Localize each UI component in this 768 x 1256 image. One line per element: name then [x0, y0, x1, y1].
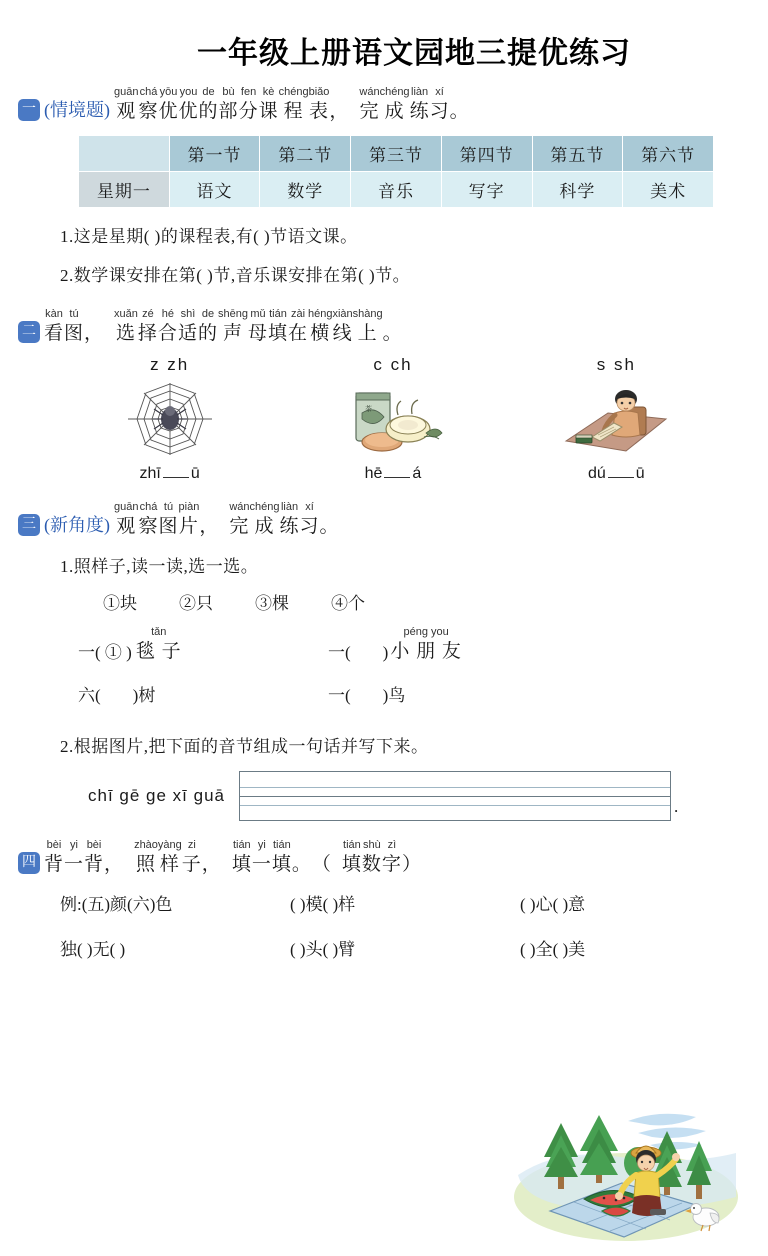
phonics-items [18, 355, 768, 483]
pinyin: wán [229, 501, 250, 513]
pinyin: shì [180, 308, 196, 320]
pinyin: you [179, 86, 198, 98]
child-reading-icon [516, 379, 716, 459]
pinyin: xí [435, 86, 444, 98]
hanzi: 背 [44, 854, 65, 875]
section-four-heading [18, 839, 768, 876]
pinyin: yàng [157, 839, 182, 851]
hanzi: 一 [64, 854, 85, 875]
noun: 毯 子 [135, 641, 182, 662]
pinyin: kàn [45, 308, 63, 320]
answer-suffix: ū [190, 465, 200, 482]
pinyin: shēng [217, 308, 248, 320]
section-one-heading-text [114, 86, 470, 123]
hanzi: 字 [381, 854, 402, 875]
section-three-heading [18, 501, 768, 538]
pinyin: mǔ [250, 308, 266, 320]
spider-web-icon [70, 379, 270, 459]
pinyin: liàn [280, 501, 299, 513]
sentence-period: . [673, 797, 679, 816]
hanzi: 片 [178, 516, 199, 537]
answer-prefix: dú [587, 465, 606, 482]
pinyin: tián [343, 839, 361, 851]
hanzi: 成 [384, 101, 405, 122]
hanzi: 合 [157, 323, 178, 344]
hanzi: 填 [271, 854, 292, 875]
answer-suffix: á [412, 465, 422, 482]
tea-canister-icon [293, 379, 493, 459]
schedule-table [78, 135, 714, 208]
option-item[interactable]: ④个 [331, 594, 365, 613]
hanzi: ， [201, 854, 222, 875]
table-header-row [79, 136, 714, 172]
classifier-options [18, 589, 768, 614]
section-two-heading [18, 308, 768, 345]
section-two [0, 308, 768, 483]
hanzi: 观 [116, 516, 137, 537]
answer-prefix: hē [364, 465, 383, 482]
pinyin: péng you [403, 626, 449, 638]
table-header-cell: 第三节 [351, 136, 442, 172]
idiom-item[interactable]: ( )头( )臂 [290, 940, 356, 959]
section-one [0, 86, 768, 286]
answer-prefix: zhī [139, 465, 161, 482]
initial-choices[interactable]: z zh [150, 355, 190, 374]
pinyin: chá [139, 86, 158, 98]
table-header-cell: 第一节 [169, 136, 260, 172]
table-cell: 美术 [623, 172, 714, 208]
table-cell: 写字 [441, 172, 532, 208]
pinyin: shàng [352, 308, 383, 320]
pinyin: bù [222, 86, 235, 98]
pinyin: zi [187, 839, 196, 851]
option-item[interactable]: ①块 [103, 594, 137, 613]
quantity: 一 [328, 643, 345, 662]
noun: 小 朋 友 [390, 641, 462, 662]
pinyin: de [202, 86, 215, 98]
pinyin: xuǎn [114, 308, 138, 320]
hanzi: 。 [449, 101, 470, 122]
hanzi: 部 [218, 101, 239, 122]
pinyin: chéng [249, 501, 280, 513]
pinyin: guān [114, 86, 139, 98]
hanzi: ， [329, 101, 350, 122]
hanzi: 上 [357, 323, 378, 344]
hanzi: 察 [138, 101, 159, 122]
idiom-item[interactable]: ( )全( )美 [520, 940, 586, 959]
pinyin: yi [70, 839, 78, 851]
phonics-item [70, 355, 270, 483]
hanzi: ） [401, 854, 422, 875]
hanzi: 背 [84, 854, 105, 875]
page-title: 一年级上册语文园地三提优练习 [197, 37, 631, 70]
hanzi: 母 [247, 323, 268, 344]
hanzi: 。 [319, 516, 340, 537]
hanzi: 优 [158, 101, 179, 122]
phonics-item [516, 355, 716, 483]
table-cell: 语文 [169, 172, 260, 208]
question-1-2: 2.数学课安排在第( )节,音乐课安排在第( )节。 [60, 266, 411, 285]
sentence-writing-row [18, 771, 768, 821]
idiom-fill-grid [18, 890, 768, 960]
noun: 鸟 [388, 686, 406, 705]
writing-box[interactable] [239, 771, 671, 821]
hanzi: 子 [181, 854, 202, 875]
hanzi: 填 [341, 854, 362, 875]
hanzi: 一 [251, 854, 272, 875]
quantity: 六 [78, 686, 95, 705]
idiom-item[interactable]: 独( )无( ) [60, 940, 126, 959]
hanzi: 完 [359, 101, 380, 122]
pinyin: zì [387, 839, 397, 851]
hanzi: ， [84, 323, 105, 344]
hanzi: 在 [287, 323, 308, 344]
hanzi: 声 [222, 323, 243, 344]
pinyin: tǎn [151, 626, 167, 638]
phonics-item [293, 355, 493, 483]
initial-choices[interactable]: s sh [596, 355, 636, 374]
pinyin: kè [262, 86, 275, 98]
hanzi: 。 [291, 854, 312, 875]
classifier-item: 六 ( ) 树 [78, 681, 328, 706]
pinyin: tú [69, 308, 79, 320]
section-three [0, 501, 768, 821]
answer-line [516, 465, 716, 483]
hanzi: 完 [229, 516, 250, 537]
pinyin: de [201, 308, 215, 320]
idiom-item[interactable]: ( )心( )意 [520, 895, 586, 914]
pinyin: yi [257, 839, 266, 851]
pinyin: chéng [278, 86, 309, 98]
hanzi: 图 [64, 323, 85, 344]
pinyin: zé [142, 308, 154, 320]
table-header-cell: 第六节 [623, 136, 714, 172]
pinyin: bèi [46, 839, 62, 851]
hanzi: 练 [409, 101, 430, 122]
question-3-2: 2.根据图片,把下面的音节组成一句话并写下来。 [60, 737, 429, 756]
question-1-1: 1.这是星期( )的课程表,有( )节语文课。 [60, 227, 358, 246]
hanzi: 察 [138, 516, 159, 537]
pinyin: zài [290, 308, 306, 320]
hanzi: 填 [231, 854, 252, 875]
hanzi: 课 [258, 101, 279, 122]
pinyin: biǎo [308, 86, 330, 98]
hanzi: 填 [267, 323, 288, 344]
pinyin: héng [308, 308, 333, 320]
section-two-badge: 二 [18, 321, 40, 343]
section-two-heading-text [44, 308, 403, 345]
pinyin: tián [232, 839, 251, 851]
pinyin: chéng [379, 86, 410, 98]
table-header-cell: 第四节 [441, 136, 532, 172]
hanzi: 练 [279, 516, 300, 537]
hanzi: 表 [308, 101, 329, 122]
answer-line [293, 465, 493, 483]
table-header-cell: 第二节 [260, 136, 351, 172]
quantity: 一 [78, 643, 95, 662]
hanzi: 横 [310, 323, 331, 344]
hanzi: 照 [135, 854, 156, 875]
answer-line [70, 465, 270, 483]
table-header-cell: 第五节 [532, 136, 623, 172]
question-3-1: 1.照样子,读一读,选一选。 [60, 557, 259, 576]
pinyin: xí [305, 501, 314, 513]
hanzi: 图 [158, 516, 179, 537]
blank-underline[interactable] [384, 477, 410, 478]
pinyin: zhào [134, 839, 158, 851]
section-three-tag: (新角度) [44, 515, 110, 535]
section-one-badge: 一 [18, 99, 40, 121]
filled-answer[interactable]: ① [104, 643, 122, 662]
classifier-item: 一 ( ① ) tǎn 毯 子 [78, 626, 182, 662]
hanzi: 程 [283, 101, 304, 122]
hanzi: 线 [332, 323, 353, 344]
table-cell: 科学 [532, 172, 623, 208]
hanzi: 习 [429, 101, 450, 122]
idiom-item[interactable]: ( )模( )样 [290, 895, 356, 914]
pinyin: wán [359, 86, 380, 98]
hanzi: ， [199, 516, 220, 537]
pinyin: guān [114, 501, 139, 513]
svg-text:茶: 茶 [364, 405, 372, 413]
table-day-cell: 星期一 [79, 172, 170, 208]
section-four [0, 839, 768, 960]
option-item[interactable]: ③棵 [255, 594, 289, 613]
table-row [79, 172, 714, 208]
pinyin: tú [163, 501, 174, 513]
hanzi: 的 [197, 323, 218, 344]
hanzi: 。 [382, 323, 403, 344]
option-item[interactable]: ②只 [179, 594, 213, 613]
hanzi: 择 [137, 323, 158, 344]
rule-line [240, 805, 670, 806]
classifier-answers [18, 626, 768, 706]
answer-suffix: ū [635, 465, 645, 482]
pinyin: liàn [411, 86, 429, 98]
table-cell: 音乐 [351, 172, 442, 208]
hanzi: 分 [238, 101, 259, 122]
section-four-heading-text [44, 839, 422, 876]
blank-underline[interactable] [163, 477, 189, 478]
section-three-badge: 三 [18, 514, 40, 536]
pinyin: yōu [159, 86, 178, 98]
syllable-prompt: chī gē ge xī guā [88, 786, 225, 805]
hanzi: 看 [44, 323, 65, 344]
schedule-table-wrapper [18, 135, 768, 208]
pinyin: piàn [178, 501, 200, 513]
pinyin: fen [240, 86, 257, 98]
rule-line [240, 796, 670, 797]
hanzi: 的 [198, 101, 219, 122]
hanzi: ， [104, 854, 125, 875]
section-three-heading-text [114, 501, 340, 538]
section-one-heading [18, 86, 768, 123]
pinyin: xiàn [332, 308, 353, 320]
classifier-item: 一 ( ) péng you 小 朋 友 [328, 626, 462, 662]
table-cell: 数学 [260, 172, 351, 208]
rule-line [240, 787, 670, 788]
hanzi: 习 [299, 516, 320, 537]
pinyin: chá [139, 501, 158, 513]
pinyin: tián [269, 308, 287, 320]
pinyin: tián [272, 839, 291, 851]
table-corner-cell [79, 136, 170, 172]
pinyin: bèi [86, 839, 102, 851]
blank-underline[interactable] [608, 477, 634, 478]
initial-choices[interactable]: c ch [373, 355, 413, 374]
idiom-item[interactable]: 例:(五)颜(六)色 [60, 895, 173, 914]
picnic-scene-icon [500, 1101, 752, 1251]
hanzi: （ [311, 854, 332, 875]
hanzi: 适 [177, 323, 198, 344]
hanzi: 观 [116, 101, 137, 122]
hanzi: 样 [159, 854, 180, 875]
hanzi: 数 [361, 854, 382, 875]
section-one-tag: (情境题) [44, 100, 110, 120]
section-four-badge: 四 [18, 852, 40, 874]
classifier-item: 一 ( ) 鸟 [328, 681, 578, 706]
hanzi: 成 [254, 516, 275, 537]
pinyin: hé [161, 308, 175, 320]
hanzi: 优 [178, 101, 199, 122]
noun: 树 [138, 686, 156, 705]
hanzi: 选 [115, 323, 136, 344]
pinyin: shù [363, 839, 381, 851]
quantity: 一 [328, 686, 345, 705]
